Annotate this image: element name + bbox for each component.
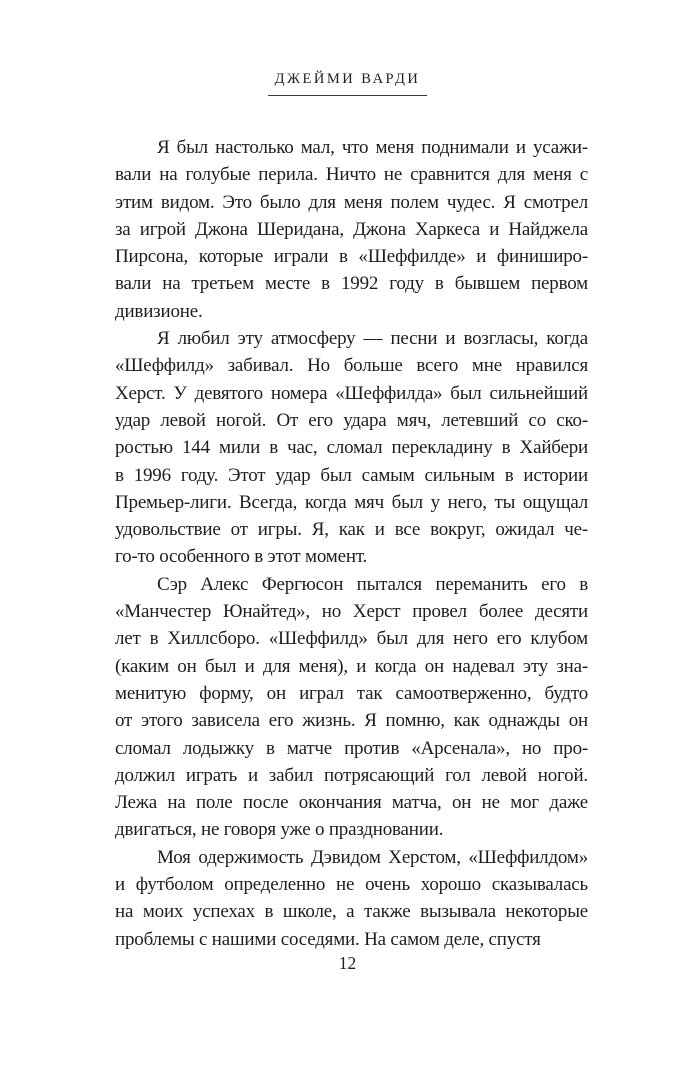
text-line: Я любил эту атмосферу — песни и возгласы, когда: [157, 328, 588, 350]
text-line: «Шеффилд» забивал. Но больше всего мне нравился: [115, 355, 588, 377]
text-line: сломал лодыжку в матче против «Арсенала», но про-: [115, 737, 588, 759]
text-line: Лежа на поле после окончания матча, он не мог даже: [115, 792, 588, 814]
text-line: го-то особенного в этот момент.: [115, 546, 368, 568]
text-line: Пирсона, которые играли в «Шеффилде» и финиширо-: [115, 246, 588, 268]
paragraph: [115, 325, 588, 571]
text-line: Премьер-лиги. Всегда, когда мяч был у него, ты ощущал: [115, 491, 588, 513]
paragraph: [115, 134, 588, 325]
page-footer: [0, 953, 695, 974]
text-line: (каким он был и для меня), и когда он надевал эту зна-: [115, 655, 588, 677]
text-line: двигаться, не говоря уже о праздновании.: [115, 819, 444, 841]
text-line: удовольствие от игры. Я, как и все вокруг, ожидал че-: [115, 519, 588, 541]
text-line: проблемы с нашими соседями. На самом деле, спустя: [115, 928, 541, 950]
text-line: Я был настолько мал, что меня поднимали и усажи-: [157, 137, 588, 158]
text-line: должил играть и забил потрясающий гол левой ногой.: [115, 764, 588, 786]
text-line: «Манчестер Юнайтед», но Херст провел более десяти: [115, 601, 588, 623]
text-line: менитую форму, он играл так самоотверженно, будто: [115, 682, 588, 704]
running-header: [0, 70, 695, 96]
running-header-title: ДЖЕЙМИ ВАРДИ: [268, 71, 428, 96]
text-line: лет в Хиллсборо. «Шеффилд» был для него его клубом: [115, 628, 588, 650]
text-line: Сэр Алекс Фергюсон пытался переманить его в: [157, 573, 588, 595]
text-line: ростью 144 мили в час, сломал перекладину в Хайбери: [115, 437, 588, 459]
paragraph: [115, 571, 588, 844]
paragraph: [115, 844, 588, 953]
text-line: Херст. У девятого номера «Шеффилда» был сильнейший: [115, 382, 588, 404]
text-line: в 1996 году. Этот удар был самым сильным в истории: [115, 464, 588, 486]
text-line: на моих успехах в школе, а также вызывала некоторые: [115, 901, 588, 923]
text-line: этим видом. Это было для меня полем чудес. Я смотрел: [115, 191, 588, 213]
page-number: 12: [338, 953, 357, 973]
text-line: вали на голубые перила. Ничто не сравнится для меня с: [115, 164, 588, 186]
text-line: дивизионе.: [115, 300, 203, 322]
text-line: за игрой Джона Шеридана, Джона Харкеса и Найджела: [115, 218, 588, 240]
text-line: от этого зависела его жизнь. Я помню, как однажды он: [115, 710, 588, 732]
text-line: вали на третьем месте в 1992 году в бывшем первом: [115, 273, 588, 295]
text-line: удар левой ногой. От его удара мяч, летевший со ско-: [115, 409, 588, 431]
body-text: [115, 134, 588, 953]
text-line: и футболом определенно не очень хорошо сказывалась: [115, 874, 588, 896]
text-line: Моя одержимость Дэвидом Херстом, «Шеффилдом»: [157, 846, 588, 868]
